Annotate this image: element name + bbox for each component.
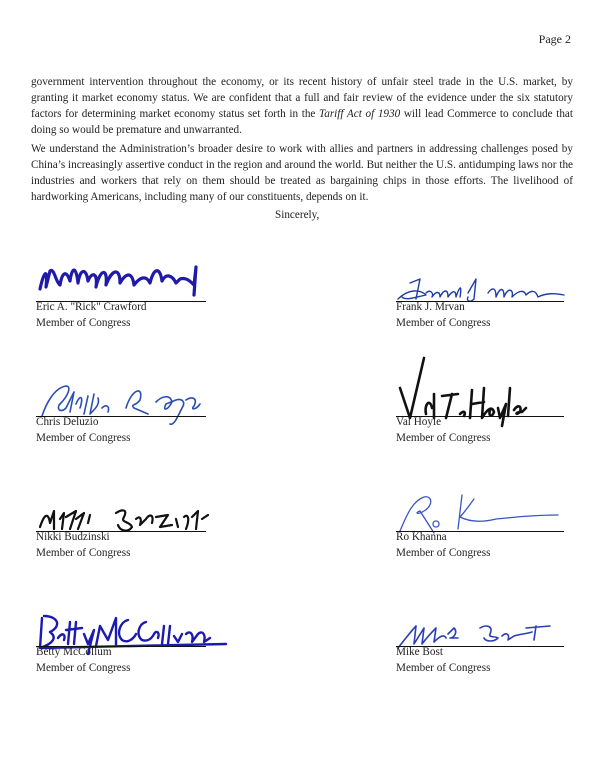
signature-block-crawford xyxy=(36,259,206,329)
signature-block-khanna xyxy=(396,489,564,559)
signatory-name-mccollum: Betty McCollum xyxy=(36,646,112,658)
signatory-title-hoyle: Member of Congress xyxy=(396,432,491,444)
signature-block-bost xyxy=(396,604,564,674)
signatory-title-mrvan: Member of Congress xyxy=(396,317,491,329)
signature-block-hoyle xyxy=(396,374,564,444)
signatory-name-hoyle: Val Hoyle xyxy=(396,416,442,428)
signatory-name-mrvan: Frank J. Mrvan xyxy=(396,301,465,313)
signatory-name-deluzio: Chris Deluzio xyxy=(36,416,99,428)
paragraph-1-text-a: government intervention throughout the economy, or its recent history of unfair steel trade in the U.S. market, by granting it market economy status. We are confident that a full and fair review of the evidence under the six statutory factors for determining market economy status set forth in the xyxy=(31,76,573,120)
act-title: Tariff Act of 1930 xyxy=(319,108,401,120)
signatory-name-khanna: Ro Khanna xyxy=(396,531,447,543)
signatory-name-bost: Mike Bost xyxy=(396,646,443,658)
paragraph-1 xyxy=(31,74,573,138)
paragraph-2: We understand the Administration’s broader desire to work with allies and partners in addressing challenges posed by China’s increasingly assertive conduct in the region and around the world. But neither the U.S. antidumping laws nor the industries and workers that rely on them should be treated as bargaining chips in those efforts. The livelihood of hardworking Americans, including many of our constituents, depends on it. xyxy=(31,143,573,203)
signatory-name-budzinski: Nikki Budzinski xyxy=(36,531,110,543)
signatory-name-crawford: Eric A. "Rick" Crawford xyxy=(36,301,147,313)
page-number: Page 2 xyxy=(538,32,571,46)
signature-block-mrvan xyxy=(396,259,564,329)
signatory-title-mccollum: Member of Congress xyxy=(36,662,131,674)
signatory-title-khanna: Member of Congress xyxy=(396,547,491,559)
signature-block-budzinski xyxy=(36,489,206,559)
signatory-title-budzinski: Member of Congress xyxy=(36,547,131,559)
signatory-title-bost: Member of Congress xyxy=(396,662,491,674)
signature-block-mccollum xyxy=(36,604,206,674)
signature-block-deluzio xyxy=(36,374,206,444)
signatory-title-deluzio: Member of Congress xyxy=(36,432,131,444)
signatory-title-crawford: Member of Congress xyxy=(36,317,131,329)
closing: Sincerely, xyxy=(275,209,320,221)
paragraph-1-text-b: will lead Commerce to conclude that doing so would be premature and unwarranted. xyxy=(31,108,574,136)
